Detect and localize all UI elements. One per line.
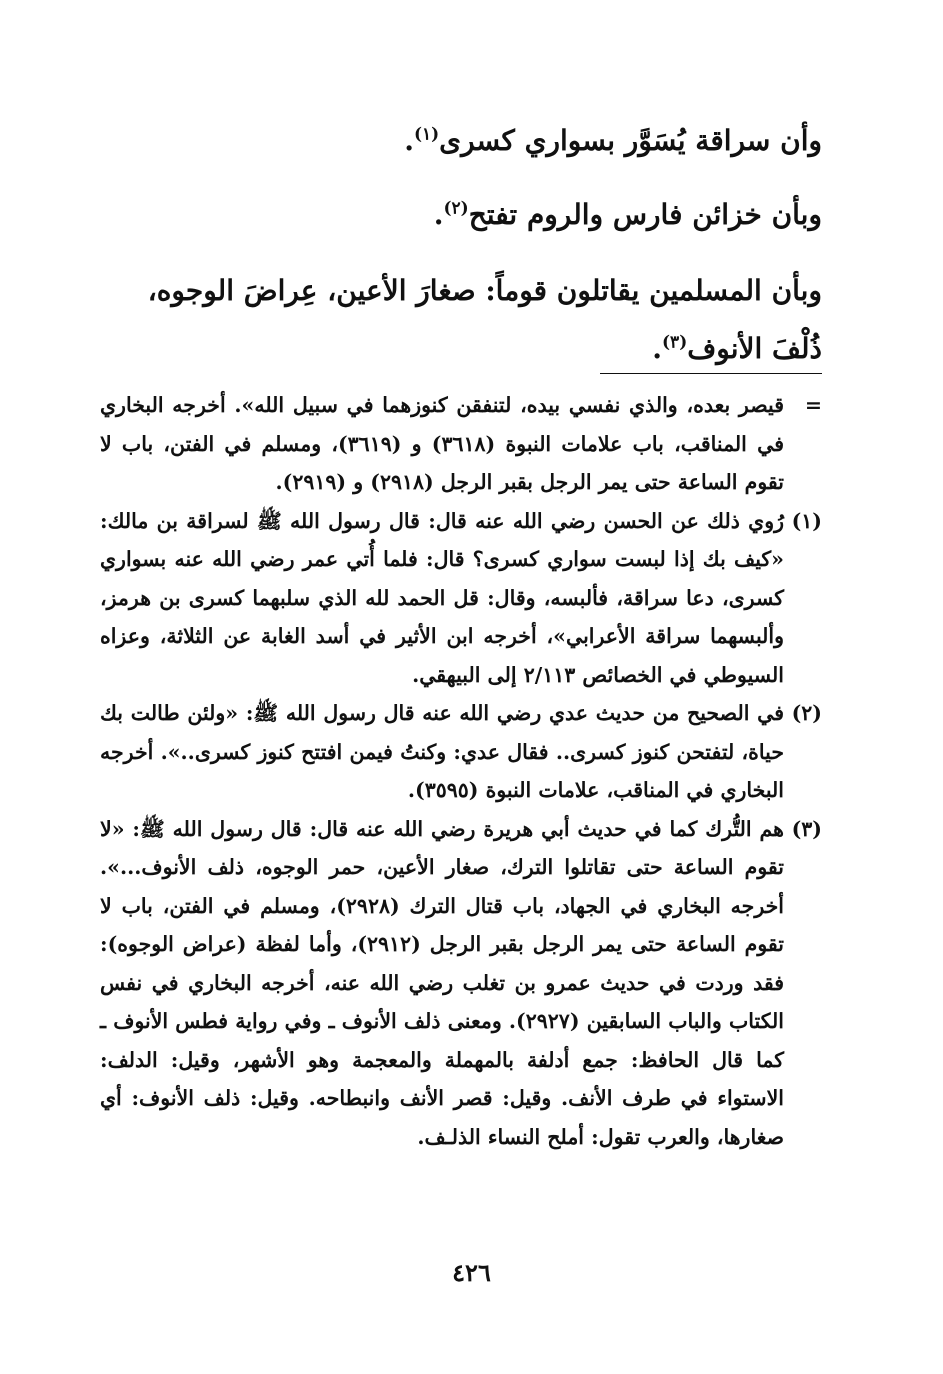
footnote-divider xyxy=(600,373,822,374)
main-text-paragraph-3 xyxy=(100,262,822,378)
main-text-line-1 xyxy=(100,112,822,170)
footnote-1 xyxy=(100,502,822,695)
footnote-continuation xyxy=(100,386,822,502)
footnote-2 xyxy=(100,694,822,810)
footnote-marker: (٣) xyxy=(791,816,822,841)
page-number: ٤٢٦ xyxy=(452,1258,491,1287)
footnote-text: هم التُّرك كما في حديث أبي هريرة رضي الله عنه قال: قال رسول الله ﷺ: «لا تقوم الساعة حتى تقاتلوا الترك، صغار الأعين، حمر الوجوه، ذلف الأنوف...». أخرجه البخاري في الجهاد، باب قتال الترك (٢٩٢٨)، ومسلم في الفتن، باب لا تقوم الساعة حتى يمر الرجل بقبر الرجل (٢٩١٢)، وأما لفظة (عراض الوجوه): فقد وردت في حديث عمرو بن تغلب رضي الله عنه، أخرجه البخاري في نفس الكتاب والباب السابقين (٢٩٢٧). ومعنى ذلف الأنوف ـ وفي رواية فطس الأنوف ـ كما قال الحافظ: جمع أدلفة بالمهملة والمعجمة وهو الأشهر، وقيل: الدلف: الاستواء في طرف الأنف. وقيل: قصر الأنف وانبطاحه. وقيل: ذلف الأنوف: أي صغارها، والعرب تقول: أملح النساء الذلـف. xyxy=(100,816,785,1149)
main-text-line-2 xyxy=(100,186,822,244)
footnote-text: قيصر بعده، والذي نفسي بيده، لتنفقن كنوزهما في سبيل الله». أخرجه البخاري في المناقب، باب علامات النبوة (٣٦١٨) و (٣٦١٩)، ومسلم في الفتن، باب لا تقوم الساعة حتى يمر الرجل بقبر الرجل (٢٩١٨) و (٢٩١٩). xyxy=(100,393,784,494)
footnote-ref-3[interactable]: (٣) xyxy=(662,332,688,353)
main-text: وبأن خزائن فارس والروم تفتح xyxy=(468,198,822,231)
main-text-end: . xyxy=(652,332,662,365)
main-text-end: . xyxy=(433,198,444,231)
footnote-text: في الصحيح من حديث عدي رضي الله عنه قال رسول الله ﷺ: «ولئن طالت بك حياة، لتفتحن كنوز كسرى.. فقال عدي: وكنتُ فيمن افتتح كنوز كسرى..». أخرجه البخاري في المناقب، علامات النبوة (٣٥٩٥). xyxy=(100,701,784,802)
footnotes-section xyxy=(100,386,822,1156)
footnote-ref-2[interactable]: (٢) xyxy=(443,198,469,219)
footnote-text: رُوي ذلك عن الحسن رضي الله عنه قال: قال رسول الله ﷺ لسراقة بن مالك: «كيف بك إذا لبست سواري كسرى؟ قال: فلما أُتي عمر رضي الله عنه بسواري كسرى، دعا سراقة، فألبسه، وقال: قل الحمد لله الذي سلبهما كسرى بن هرمز، وألبسهما سراقة الأعرابي»، أخرجه ابن الأثير في أسد الغابة عن الثلاثة، وعزاه السيوطي في الخصائص ٢/١١٣ إلى البيهقي. xyxy=(100,508,784,687)
footnote-marker: (١) xyxy=(791,508,822,533)
footnote-marker: (٢) xyxy=(791,701,822,725)
main-text: وأن سراقة يُسَوَّر بسواري كسرى xyxy=(439,124,822,157)
main-text: وبأن المسلمين يقاتلون قوماً: صغارَ الأعين، عِراضَ الوجوه، ذُلْفَ الأنوف xyxy=(147,274,822,365)
main-text-end: . xyxy=(404,124,414,157)
footnote-3 xyxy=(100,810,822,1157)
footnote-ref-1[interactable]: (١) xyxy=(413,124,440,145)
footnote-marker: = xyxy=(804,393,822,417)
